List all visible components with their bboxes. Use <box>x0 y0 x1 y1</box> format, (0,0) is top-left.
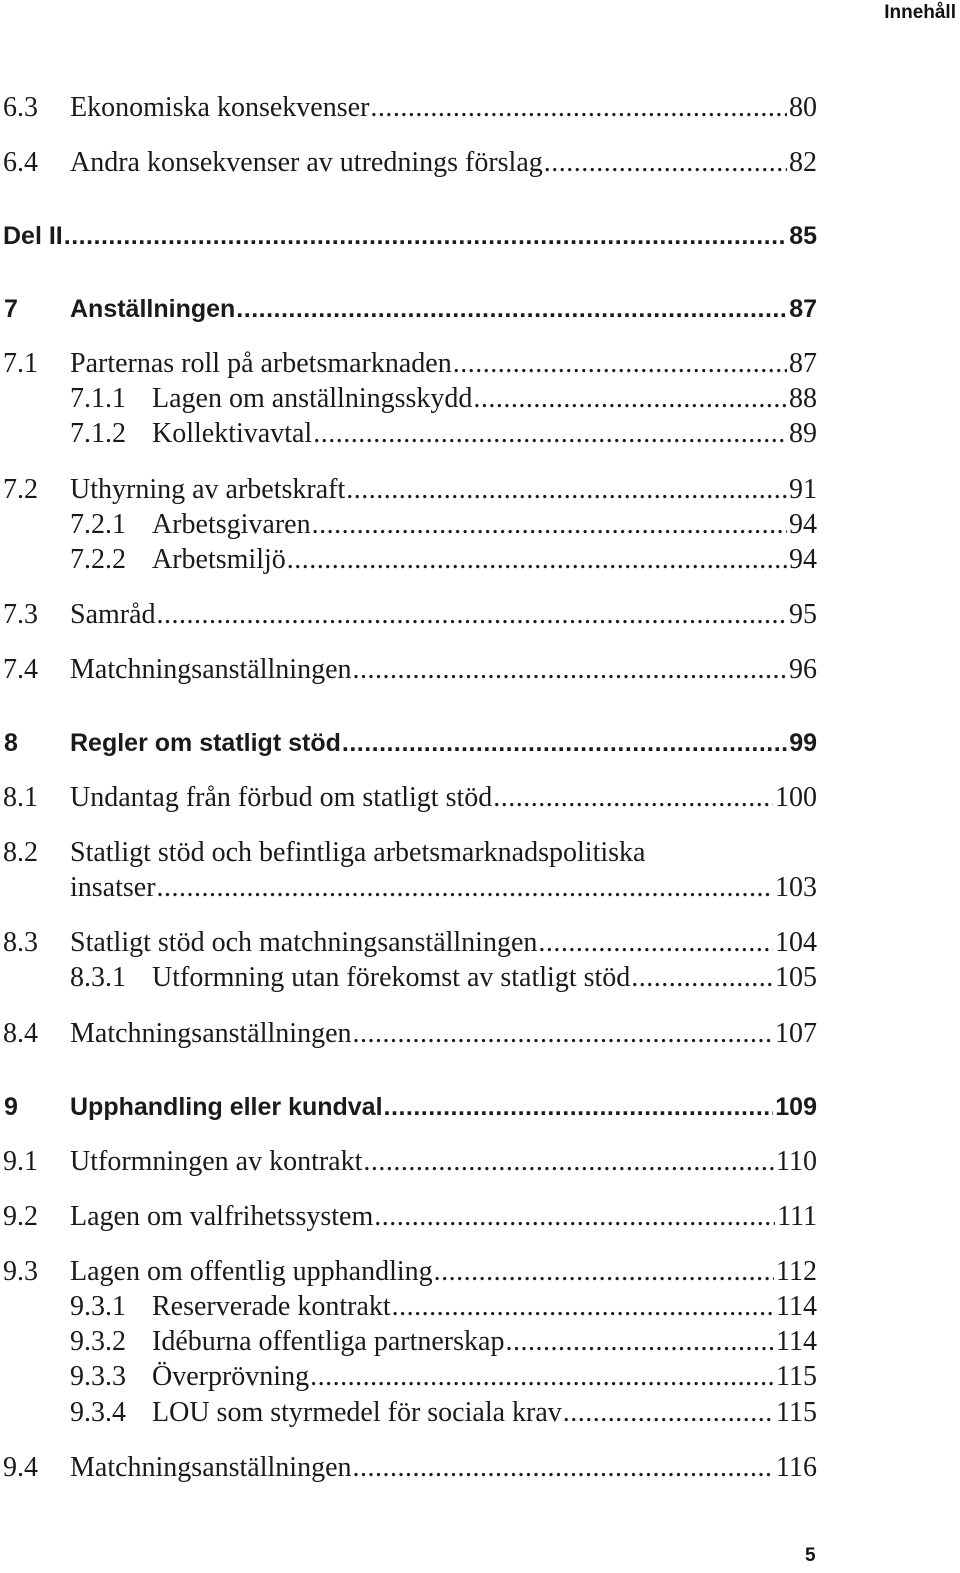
toc-entry-6-4[interactable] <box>0 145 817 185</box>
dot-leader <box>353 1016 773 1052</box>
toc-entry-number: 9.3 <box>3 1256 38 1287</box>
toc-entry-title: Arbetsgivaren <box>152 509 311 540</box>
toc-entry-page: 114 <box>776 1291 817 1322</box>
toc-entry-page: 91 <box>789 474 817 505</box>
dot-leader <box>544 145 787 181</box>
toc-entry-page: 95 <box>789 599 817 630</box>
toc-entry-title: Lagen om offentlig upphandling <box>70 1256 433 1287</box>
toc-entry-8-4[interactable] <box>0 1016 817 1056</box>
toc-entry-page: 82 <box>789 147 817 178</box>
toc-entry-number: 7.2.1 <box>70 509 126 540</box>
toc-entry-title: Samråd <box>70 599 156 630</box>
toc-entry-7-2-2[interactable] <box>0 542 817 582</box>
toc-entry-9-3-4[interactable] <box>0 1395 817 1435</box>
toc-entry-page: 85 <box>789 222 817 250</box>
dot-leader <box>374 1199 775 1235</box>
toc-entry-title: LOU som styrmedel för sociala krav <box>152 1397 562 1428</box>
toc-entry-9-3[interactable] <box>0 1254 817 1294</box>
dot-leader <box>493 780 773 816</box>
toc-entry-page: 104 <box>775 927 817 958</box>
toc-entry-number: 7.2 <box>3 474 38 505</box>
toc-entry-number: 6.3 <box>3 92 38 123</box>
toc-entry-title: Parternas roll på arbetsmarknaden <box>70 348 452 379</box>
toc-entry-number: 9.4 <box>3 1452 38 1483</box>
dot-leader <box>353 652 787 688</box>
toc-entry-title: Utformningen av kontrakt <box>70 1146 363 1177</box>
dot-leader <box>434 1254 774 1290</box>
toc-entry-title: Idéburna offentliga partnerskap <box>152 1326 505 1357</box>
toc-entry-page: 116 <box>776 1452 817 1483</box>
toc-entry-page: 89 <box>789 418 817 449</box>
toc-entry-number: 9.3.1 <box>70 1291 126 1322</box>
toc-entry-page: 103 <box>775 872 817 903</box>
dot-leader <box>453 346 787 382</box>
toc-chapter-9[interactable] <box>0 1089 817 1129</box>
dot-leader <box>631 960 773 996</box>
toc-entry-9-4[interactable] <box>0 1450 817 1490</box>
toc-entry-title: Ekonomiska konsekvenser <box>70 92 370 123</box>
toc-entry-6-3[interactable] <box>0 90 817 130</box>
toc-entry-title: Överprövning <box>152 1361 310 1392</box>
toc-entry-8-3-1[interactable] <box>0 960 817 1000</box>
dot-leader <box>312 507 787 543</box>
toc-entry-title-line1: Statligt stöd och befintliga arbetsmarknadspolitiska <box>70 837 646 868</box>
dot-leader <box>236 291 787 327</box>
toc-entry-title: Andra konsekvenser av utrednings förslag <box>70 147 543 178</box>
toc-entry-page: 80 <box>789 92 817 123</box>
toc-entry-number: 7.1.2 <box>70 418 126 449</box>
toc-entry-page: 110 <box>776 1146 817 1177</box>
dot-leader <box>353 1450 775 1486</box>
toc-entry-number: 6.4 <box>3 147 38 178</box>
toc-entry-number: 8.3.1 <box>70 962 126 993</box>
toc-chapter-number: 8 <box>4 729 18 757</box>
toc-entry-9-3-1[interactable] <box>0 1289 817 1329</box>
toc-entry-7-2[interactable] <box>0 472 817 512</box>
toc-chapter-number: 7 <box>4 295 18 323</box>
toc-entry-page: 107 <box>775 1018 817 1049</box>
toc-chapter-7[interactable] <box>0 291 817 331</box>
toc-entry-7-2-1[interactable] <box>0 507 817 547</box>
toc-entry-title: Lagen om anställningsskydd <box>152 383 473 414</box>
dot-leader <box>64 218 787 254</box>
toc-entry-title: Undantag från förbud om statligt stöd <box>70 782 493 813</box>
toc-entry-number: 8.2 <box>3 837 38 868</box>
toc-entry-number: 8.1 <box>3 782 38 813</box>
toc-entry-7-1-2[interactable] <box>0 416 817 456</box>
toc-entry-title: Matchningsanställningen <box>70 1452 352 1483</box>
dot-leader <box>157 597 787 633</box>
toc-entry-page: 87 <box>789 295 817 323</box>
toc-entry-title: Reserverade kontrakt <box>152 1291 391 1322</box>
toc-entry-7-4[interactable] <box>0 652 817 692</box>
toc-part-title: Del II <box>3 222 63 250</box>
toc-entry-title: Matchningsanställningen <box>70 654 352 685</box>
dot-leader <box>392 1289 774 1325</box>
dot-leader <box>473 381 787 417</box>
dot-leader <box>313 416 787 452</box>
toc-entry-title: Lagen om valfrihetssystem <box>70 1201 374 1232</box>
dot-leader <box>505 1324 774 1360</box>
toc-entry-number: 8.3 <box>3 927 38 958</box>
toc-entry-page: 115 <box>776 1361 817 1392</box>
toc-entry-title: Arbetsmiljö <box>152 544 286 575</box>
toc-entry-page: 115 <box>776 1397 817 1428</box>
toc-entry-number: 7.1 <box>3 348 38 379</box>
dot-leader <box>370 90 787 126</box>
toc-entry-number: 9.2 <box>3 1201 38 1232</box>
toc-entry-page: 109 <box>775 1093 817 1121</box>
toc-entry-page: 111 <box>777 1201 817 1232</box>
dot-leader <box>157 870 773 906</box>
toc-entry-title: Statligt stöd och matchningsanställningen <box>70 927 538 958</box>
toc-entry-page: 87 <box>789 348 817 379</box>
toc-entry-number: 9.3.4 <box>70 1397 126 1428</box>
toc-entry-page: 94 <box>789 509 817 540</box>
toc-entry-9-2[interactable] <box>0 1199 817 1239</box>
toc-entry-9-3-3[interactable] <box>0 1359 817 1399</box>
toc-chapter-title: Regler om statligt stöd <box>70 729 341 757</box>
toc-entry-title-line2: insatser <box>70 872 156 903</box>
toc-entry-number: 9.3.3 <box>70 1361 126 1392</box>
toc-entry-page: 100 <box>775 782 817 813</box>
toc-chapter-title: Anställningen <box>70 295 236 323</box>
dot-leader <box>363 1144 774 1180</box>
toc-chapter-8[interactable] <box>0 725 817 765</box>
dot-leader <box>342 725 787 761</box>
dot-leader <box>287 542 787 578</box>
toc-entry-page: 105 <box>775 962 817 993</box>
toc-entry-7-1-1[interactable] <box>0 381 817 421</box>
toc-entry-number: 7.2.2 <box>70 544 126 575</box>
toc-entry-9-1[interactable] <box>0 1144 817 1184</box>
toc-entry-number: 7.4 <box>3 654 38 685</box>
toc-entry-page: 114 <box>776 1326 817 1357</box>
toc-entry-title: Uthyrning av arbetskraft <box>70 474 346 505</box>
toc-entry-continuation <box>0 870 817 910</box>
toc-part-del-2[interactable] <box>0 218 817 258</box>
toc-entry-number: 7.1.1 <box>70 383 126 414</box>
toc-entry-number: 8.4 <box>3 1018 38 1049</box>
toc-entry-page: 99 <box>789 729 817 757</box>
dot-leader <box>563 1395 774 1431</box>
toc-entry-page: 112 <box>776 1256 817 1287</box>
toc-entry-title: Matchningsanställningen <box>70 1018 352 1049</box>
toc-entry-page: 94 <box>789 544 817 575</box>
toc-entry-8-1[interactable] <box>0 780 817 820</box>
toc-entry-number: 7.3 <box>3 599 38 630</box>
toc-entry-page: 96 <box>789 654 817 685</box>
toc-entry-title: Kollektivavtal <box>152 418 313 449</box>
toc-chapter-title: Upphandling eller kundval <box>70 1093 383 1121</box>
toc-entry-page: 88 <box>789 383 817 414</box>
toc-entry-number: 9.3.2 <box>70 1326 126 1357</box>
toc-entry-9-3-2[interactable] <box>0 1324 817 1364</box>
toc-entry-7-1[interactable] <box>0 346 817 386</box>
toc-entry-number: 9.1 <box>3 1146 38 1177</box>
dot-leader <box>310 1359 774 1395</box>
toc-entry-8-3[interactable] <box>0 925 817 965</box>
page-number: 5 <box>805 1545 816 1566</box>
running-header: Innehåll <box>884 2 956 23</box>
toc-entry-7-3[interactable] <box>0 597 817 637</box>
toc-entry-title: Utformning utan förekomst av statligt stöd <box>152 962 631 993</box>
dot-leader <box>346 472 787 508</box>
dot-leader <box>538 925 773 961</box>
dot-leader <box>384 1089 774 1125</box>
toc-chapter-number: 9 <box>4 1093 18 1121</box>
